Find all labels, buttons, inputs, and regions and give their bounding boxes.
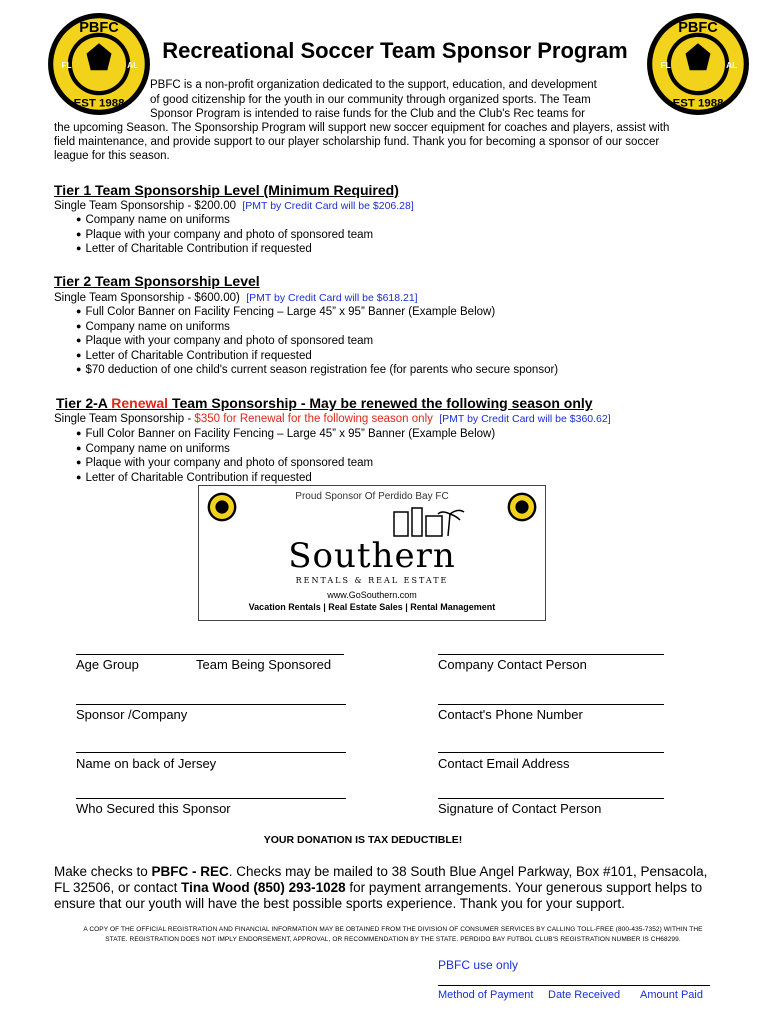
sponsor-banner-example [198, 485, 546, 621]
team-label: Team Being Sponsored [196, 657, 332, 672]
list-item: ● $70 deduction of one child's current season registration fee (for parents who secure sponsor) [76, 363, 558, 378]
contact-person-label: Company Contact Person [438, 657, 587, 672]
signature-line [76, 798, 346, 799]
amount-paid-label: Amount Paid [640, 989, 703, 1001]
sponsor-label: Sponsor /Company [76, 707, 188, 722]
svg-text:AL: AL [127, 60, 139, 71]
banner-brand: Southern [288, 536, 456, 576]
office-use-line [438, 985, 710, 986]
list-item: ● Company name on uniforms [76, 213, 373, 228]
svg-text:FL: FL [61, 60, 72, 71]
svg-text:FL: FL [660, 60, 671, 71]
signature-line [76, 654, 344, 655]
signature-label: Signature of Contact Person [438, 801, 602, 816]
date-received-label: Date Received [548, 989, 621, 1001]
list-item: ● Letter of Charitable Contribution if requested [76, 242, 373, 257]
banner-sub: RENTALS & REAL ESTATE [295, 576, 449, 585]
tier2a-pmt: [PMT by Credit Card will be $360.62] [439, 413, 611, 425]
svg-text:EST 1988: EST 1988 [672, 97, 724, 110]
tier2a-price: Single Team Sponsorship - $350 for Renewal for the following season only [PMT by Credit Card will be $360.62] [54, 413, 611, 425]
pbfc-logo-left [47, 12, 151, 116]
list-item: ● Plaque with your company and photo of sponsored team [76, 334, 558, 349]
banner-top-text: Proud Sponsor Of Perdido Bay FC [295, 491, 449, 502]
checks-line-1: Make checks to PBFC - REC. Checks may be mailed to 38 South Blue Angel Parkway, Box #101, Pensacola, [54, 864, 708, 879]
list-item: ● Letter of Charitable Contribution if requested [76, 471, 495, 486]
signature-line [438, 798, 664, 799]
list-item: ● Company name on uniforms [76, 320, 558, 335]
legal-line-2: STATE. REGISTRATION DOES NOT IMPLY ENDORSEMENT, APPROVAL, OR RECOMMENDATION BY THE STATE. PERDIDO BAY FUTBOL CLUB'S REGISTRATION NUMBER IS CH68299. [105, 936, 681, 943]
intro-line-1: PBFC is a non-profit organization dedicated to the support, education, and development [150, 79, 597, 91]
list-item: ● Full Color Banner on Facility Fencing – Large 45” x 95” Banner (Example Below) [76, 427, 495, 442]
list-item: ● Full Color Banner on Facility Fencing – Large 45” x 95” Banner (Example Below) [76, 305, 558, 320]
checks-line-3: ensure that our youth will have the best possible sports experience. Thank you for your support. [54, 896, 625, 911]
jersey-label: Name on back of Jersey [76, 756, 217, 771]
banner-services: Vacation Rentals | Real Estate Sales | Rental Management [248, 602, 496, 612]
tier1-benefits [76, 213, 373, 257]
tier1-pmt: [PMT by Credit Card will be $206.28] [242, 200, 414, 212]
method-of-payment-label: Method of Payment [438, 989, 534, 1001]
svg-text:AL: AL [726, 60, 738, 71]
signature-line [76, 704, 346, 705]
tax-deductible-note: YOUR DONATION IS TAX DEDUCTIBLE! [263, 834, 463, 846]
list-item: ● Plaque with your company and photo of sponsored team [76, 228, 373, 243]
pbfc-logo-right [646, 12, 750, 116]
tier2a-benefits [76, 427, 495, 485]
tier2a-heading: Tier 2-A Renewal Team Sponsorship - May be renewed the following season only [56, 395, 593, 411]
email-label: Contact Email Address [438, 756, 570, 771]
age-group-label: Age Group [76, 657, 139, 672]
secured-label: Who Secured this Sponsor [76, 801, 231, 816]
list-item: ● Company name on uniforms [76, 442, 495, 457]
page-title: Recreational Soccer Team Sponsor Program [162, 38, 628, 63]
signature-line [438, 654, 664, 655]
svg-text:EST 1988: EST 1988 [73, 97, 125, 110]
signature-line [438, 704, 664, 705]
signature-line [438, 752, 664, 753]
tier1-price: Single Team Sponsorship - $200.00 [PMT by Credit Card will be $206.28] [54, 200, 414, 212]
tier2-pmt: [PMT by Credit Card will be $618.21] [246, 292, 418, 304]
building-icon [384, 504, 474, 538]
checks-line-2: FL 32506, or contact Tina Wood (850) 293-1028 for payment arrangements. Your generous support helps to [54, 880, 703, 895]
tier2-heading: Tier 2 Team Sponsorship Level [54, 273, 260, 289]
intro-line-6: league for this season. [54, 150, 170, 162]
intro-line-3: Sponsor Program is intended to raise funds for the Club and the Club's Rec teams for [150, 108, 585, 120]
svg-text:PBFC: PBFC [79, 19, 119, 36]
intro-line-2: of good citizenship for the youth in our community through organized sports. The Team [150, 94, 591, 106]
phone-label: Contact's Phone Number [438, 707, 583, 722]
tier1-heading: Tier 1 Team Sponsorship Level (Minimum Required) [54, 182, 399, 198]
office-use-label: PBFC use only [438, 958, 519, 972]
list-item: ● Letter of Charitable Contribution if requested [76, 349, 558, 364]
svg-text:PBFC: PBFC [678, 19, 718, 36]
tier2-price: Single Team Sponsorship - $600.00) [PMT by Credit Card will be $618.21] [54, 292, 418, 304]
list-item: ● Plaque with your company and photo of sponsored team [76, 456, 495, 471]
legal-line-1: A COPY OF THE OFFICIAL REGISTRATION AND FINANCIAL INFORMATION MAY BE OBTAINED FROM THE DIVISION OF CONSUMER SERVICES BY CALLING TOLL-FREE (800-435-7352) WITHIN THE [83, 926, 703, 933]
tier2-benefits [76, 305, 558, 378]
signature-line [76, 752, 346, 753]
intro-line-5: field maintenance, and provide support to our player scholarship fund. Thank you for becoming a sponsor of our soccer [54, 136, 660, 148]
banner-url: www.GoSouthern.com [327, 590, 417, 600]
intro-line-4: the upcoming Season. The Sponsorship Program will support new soccer equipment for coaches and players, assist with [54, 122, 670, 134]
